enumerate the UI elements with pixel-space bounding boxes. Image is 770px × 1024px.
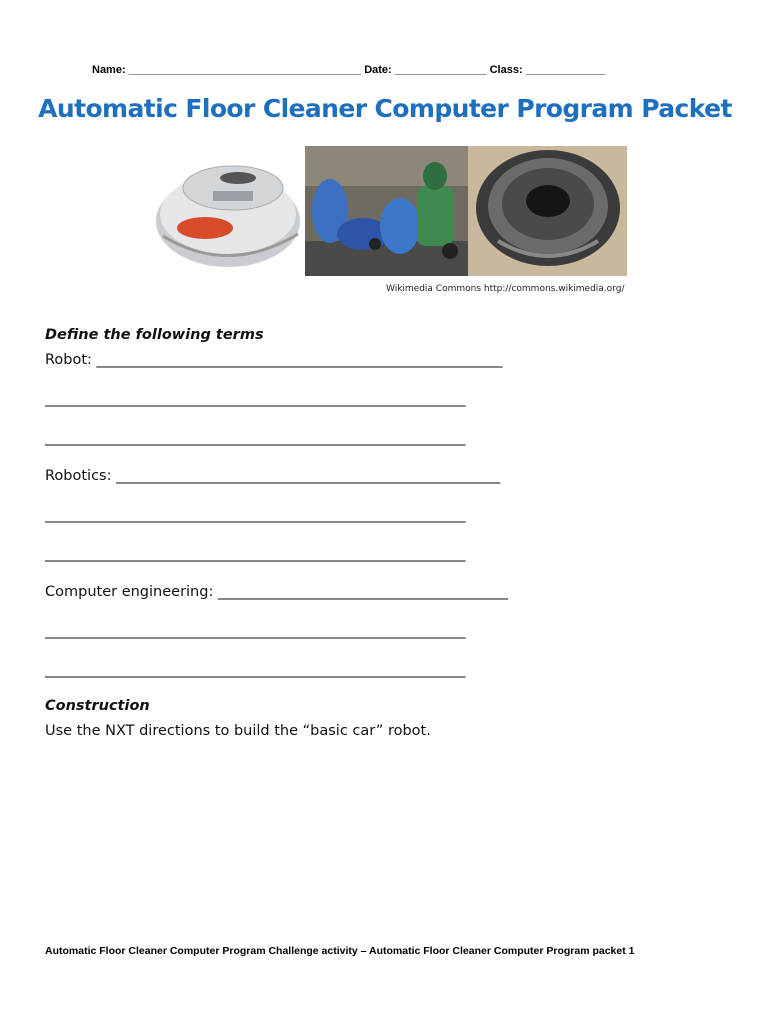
robot-vacuum-photo-1: [143, 146, 305, 276]
robot-answer-line-1: __________________________________________________________: [45, 391, 466, 407]
robot-photos: [143, 146, 627, 276]
terms-heading: Define the following terms: [45, 327, 264, 343]
header-fields: [92, 64, 608, 76]
page-footer: Automatic Floor Cleaner Computer Program Challenge activity – Automatic Floor Cleaner Computer Program packet 1: [45, 945, 635, 957]
robot-vacuum-photo-2: [468, 146, 627, 276]
construction-instruction: Use the NXT directions to build the “basic car” robot.: [45, 723, 431, 739]
computer-engineering-answer-line-2: __________________________________________________________: [45, 662, 466, 678]
robotics-answer-line-1: __________________________________________________________: [45, 507, 466, 523]
computer-engineering-answer-line-1: __________________________________________________________: [45, 623, 466, 639]
robotics-definition-line: Robotics: _____________________________________________________: [45, 468, 501, 484]
page-title: Automatic Floor Cleaner Computer Program Packet: [38, 94, 732, 123]
robotics-answer-line-2: __________________________________________________________: [45, 546, 466, 562]
construction-heading: Construction: [45, 698, 150, 714]
header-fields-text: Name: ______________________________________ Date: _______________ Class: _____________: [92, 64, 606, 76]
robot-definition-line: Robot: ________________________________________________________: [45, 352, 503, 368]
computer-engineering-definition-line: Computer engineering: ________________________________________: [45, 584, 508, 600]
robot-group-photo: [305, 146, 468, 276]
robot-answer-line-2: __________________________________________________________: [45, 430, 466, 446]
image-credit: Wikimedia Commons http://commons.wikimedia.org/: [386, 284, 625, 294]
